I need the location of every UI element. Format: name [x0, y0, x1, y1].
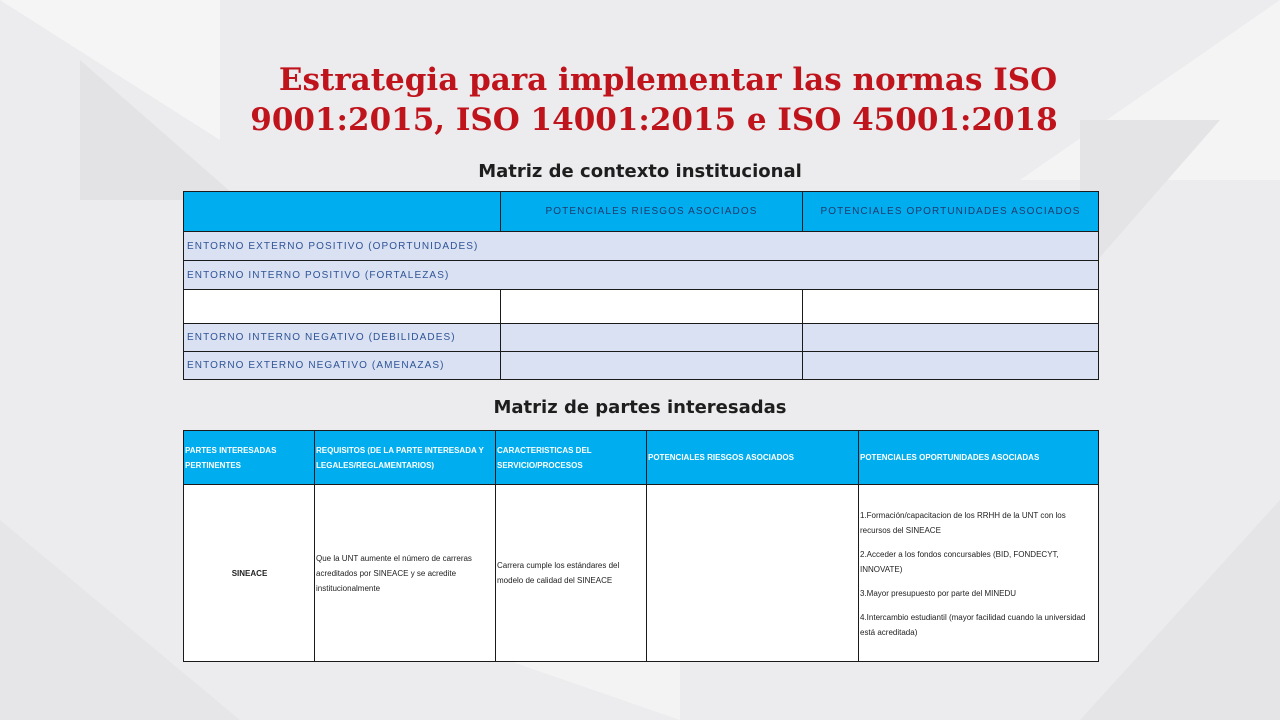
stakeholders-matrix-heading: Matriz de partes interesadas [493, 397, 787, 418]
context-cell-empty [501, 324, 803, 352]
context-cell-empty [803, 290, 1099, 324]
context-header-opportunities: POTENCIALES OPORTUNIDADES ASOCIADOS [803, 192, 1099, 232]
stakeholder-party: SINEACE [184, 485, 315, 662]
context-row-label: ENTORNO INTERNO NEGATIVO (DEBILIDADES) [184, 324, 501, 352]
context-header-risks: POTENCIALES RIESGOS ASOCIADOS [501, 192, 803, 232]
context-row-label: ENTORNO EXTERNO POSITIVO (OPORTUNIDADES) [184, 232, 1099, 261]
title-line-1: Estrategia para implementar las normas ISO [278, 62, 1058, 98]
context-row-external-positive [184, 232, 1099, 261]
context-row-internal-negative [184, 324, 1099, 352]
opportunity-item: 1.Formación/capacitacion de los RRHH de la UNT con los recursos del SINEACE [860, 511, 1066, 535]
stakeholders-header-row [184, 431, 1099, 485]
context-row-label: ENTORNO EXTERNO NEGATIVO (AMENAZAS) [184, 352, 501, 380]
context-cell-empty [184, 290, 501, 324]
context-cell-empty [803, 324, 1099, 352]
context-matrix-table [183, 191, 1099, 380]
stakeholder-risks [647, 485, 859, 662]
opportunity-item: 3.Mayor presupuesto por parte del MINEDU [860, 589, 1017, 598]
opportunity-item: 2.Acceder a los fondos concursables (BID, FONDECYT, INNOVATE) [860, 550, 1059, 574]
context-cell-empty [501, 352, 803, 380]
context-row-empty [184, 290, 1099, 324]
header-risks: POTENCIALES RIESGOS ASOCIADOS [647, 431, 859, 485]
header-characteristics: CARACTERISTICAS DEL SERVICIO/PROCESOS [496, 431, 647, 485]
context-row-label: ENTORNO INTERNO POSITIVO (FORTALEZAS) [184, 261, 1099, 290]
context-cell-empty [501, 290, 803, 324]
header-parties: PARTES INTERESADAS PERTINENTES [184, 431, 315, 485]
context-row-external-negative [184, 352, 1099, 380]
opportunity-item: 4.Intercambio estudiantil (mayor facilidad cuando la universidad está acreditada) [860, 613, 1086, 637]
stakeholder-opportunities [859, 485, 1099, 662]
header-opportunities: POTENCIALES OPORTUNIDADES ASOCIADAS [859, 431, 1099, 485]
stakeholders-matrix-table [183, 430, 1099, 662]
stakeholder-requirement: Que la UNT aumente el número de carreras acreditados por SINEACE y se acredite institucionalmente [315, 485, 496, 662]
stakeholder-characteristics: Carrera cumple los estándares del modelo de calidad del SINEACE [496, 485, 647, 662]
stakeholder-row [184, 485, 1099, 662]
header-requirements: REQUISITOS (DE LA PARTE INTERESADA Y LEGALES/REGLAMENTARIOS) [315, 431, 496, 485]
context-row-internal-positive [184, 261, 1099, 290]
context-header-blank [184, 192, 501, 232]
context-cell-empty [803, 352, 1099, 380]
title-line-2: 9001:2015, ISO 14001:2015 e ISO 45001:2018 [250, 102, 1058, 138]
context-matrix-heading: Matriz de contexto institucional [478, 161, 802, 182]
context-header-row [184, 192, 1099, 232]
